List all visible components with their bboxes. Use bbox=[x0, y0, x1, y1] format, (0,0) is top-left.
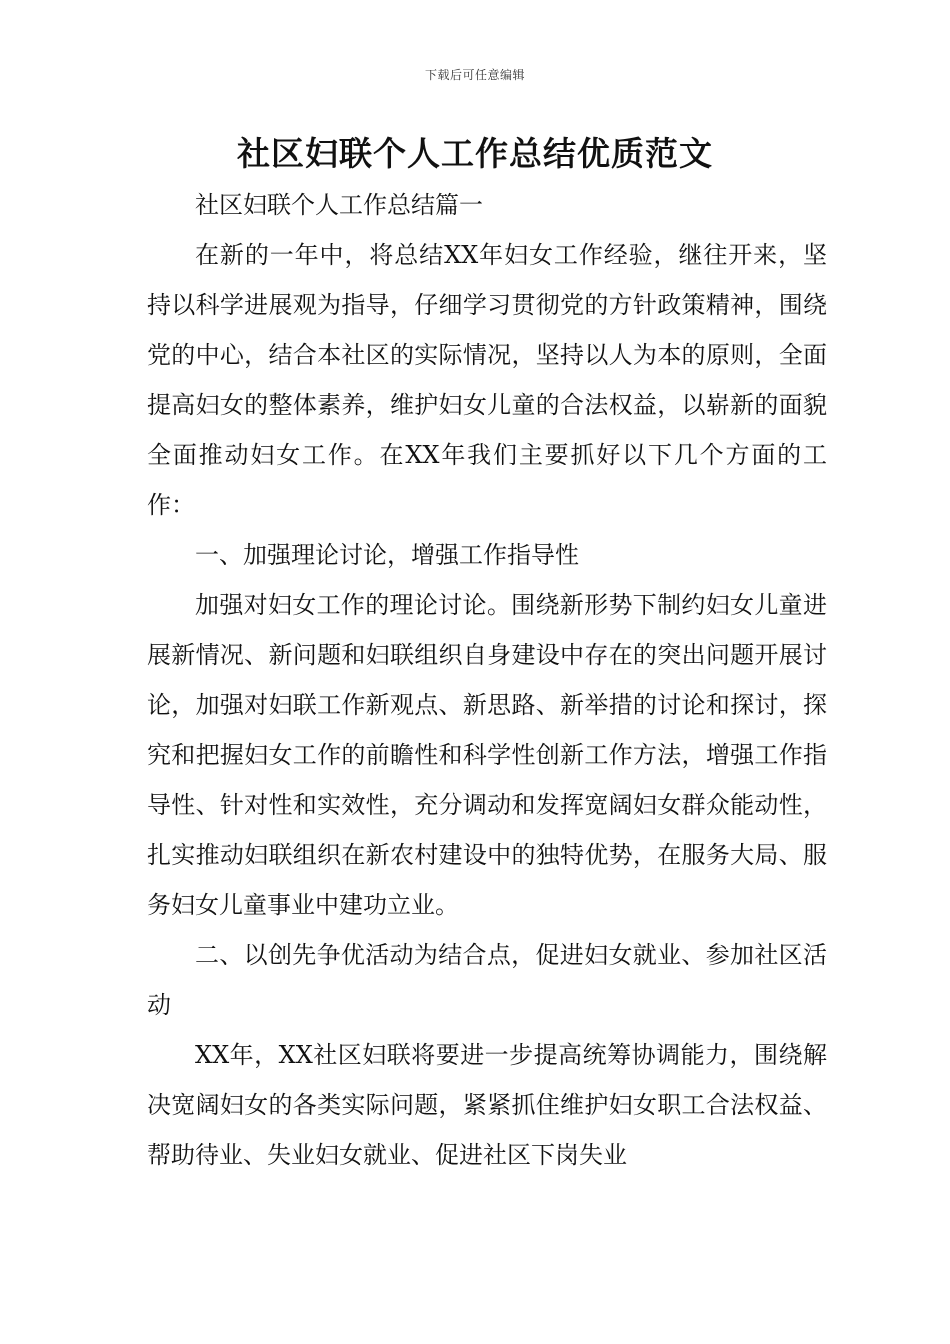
header-note: 下载后可任意编辑 bbox=[424, 68, 525, 82]
section-heading: 社区妇联个人工作总结篇一 bbox=[195, 191, 483, 219]
body-paragraph: 在新的一年中，将总结XX年妇女工作经验，继往开来，坚持以科学进展观为指导，仔细学习贯彻党的方针政策精神，围绕党的中心，结合本社区的实际情况，坚持以人为本的原则，全面提高妇女的整体素养，维护妇女儿童的合法权益，以崭新的面貌全面推动妇女工作。在XX年我们主要抓好以下几个方面的工作： bbox=[147, 241, 827, 519]
section-heading: 一、加强理论讨论，增强工作指导性 bbox=[195, 541, 579, 569]
document-title: 社区妇联个人工作总结优质范文 bbox=[237, 134, 713, 173]
document-body bbox=[147, 180, 827, 1180]
section-heading: 二、以创先争优活动为结合点，促进妇女就业、参加社区活动 bbox=[147, 941, 827, 1019]
body-paragraph: XX年，XX社区妇联将要进一步提高统筹协调能力，围绕解决宽阔妇女的各类实际问题，紧紧抓住维护妇女职工合法权益、帮助待业、失业妇女就业、促进社区下岗失业 bbox=[147, 1041, 827, 1169]
body-paragraph: 加强对妇女工作的理论讨论。围绕新形势下制约妇女儿童进展新情况、新问题和妇联组织自身建设中存在的突出问题开展讨论，加强对妇联工作新观点、新思路、新举措的讨论和探讨，探究和把握妇女工作的前瞻性和科学性创新工作方法，增强工作指导性、针对性和实效性，充分调动和发挥宽阔妇女群众能动性，扎实推动妇联组织在新农村建设中的独特优势，在服务大局、服务妇女儿童事业中建功立业。 bbox=[147, 591, 827, 919]
